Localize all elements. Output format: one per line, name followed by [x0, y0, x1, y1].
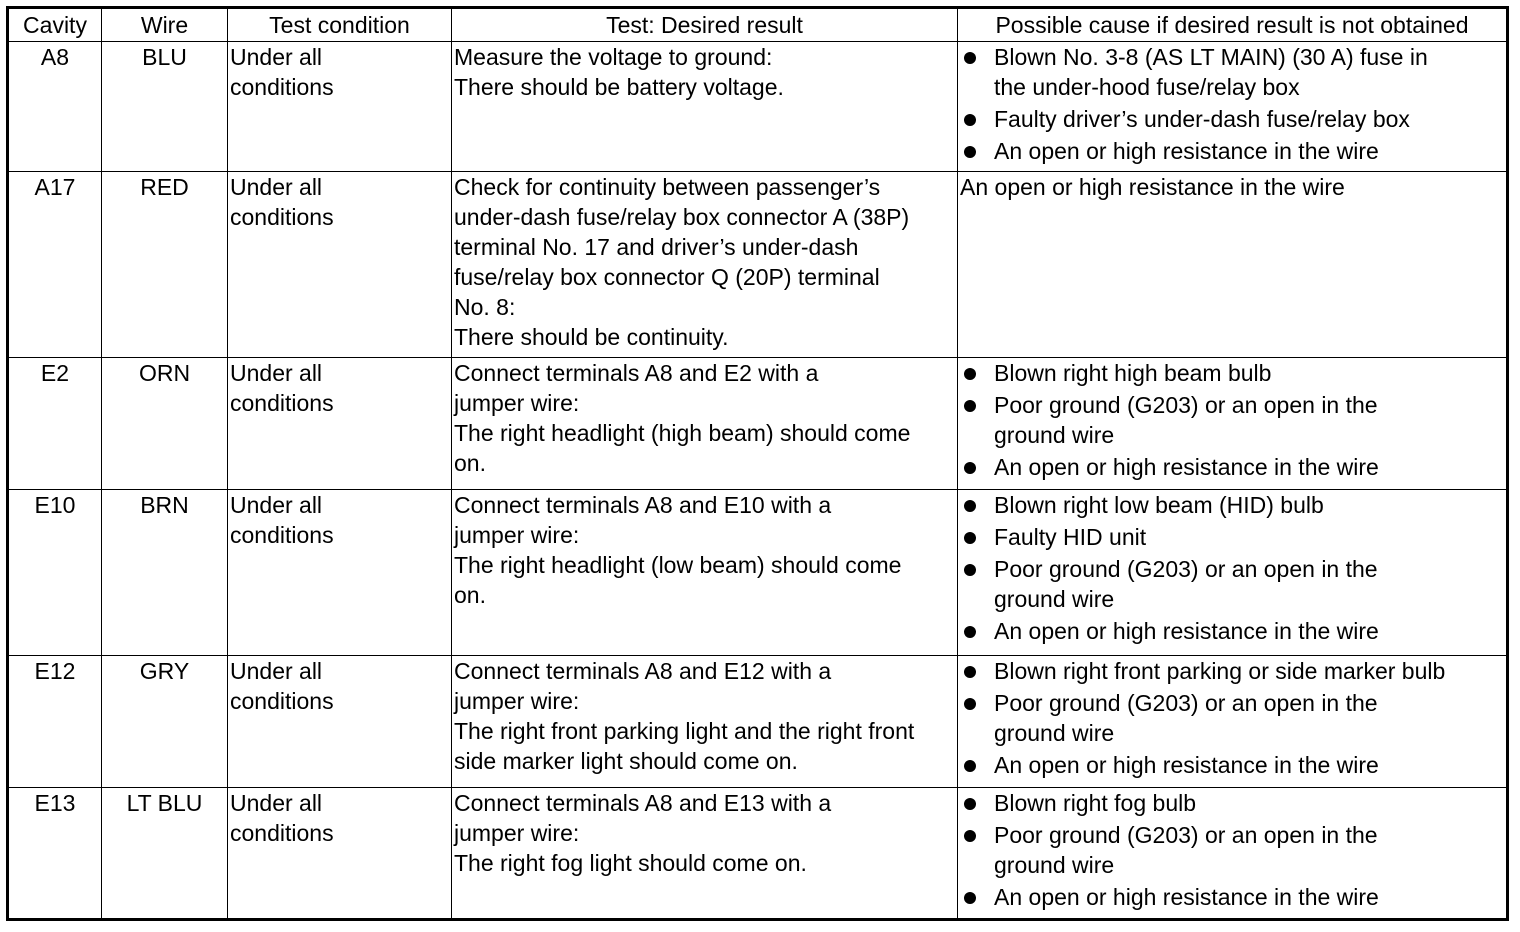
test-line: jumper wire:	[454, 522, 580, 548]
cause-line: Faulty driver’s under-dash fuse/relay box	[994, 106, 1410, 132]
bullet-icon	[964, 368, 976, 380]
condition-line: conditions	[230, 688, 334, 714]
condition-line: conditions	[230, 74, 334, 100]
cell-cavity: E12	[8, 656, 102, 788]
cause-line: An open or high resistance in the wire	[994, 752, 1379, 778]
list-item	[960, 42, 1504, 102]
cell-wire: LT BLU	[102, 788, 228, 920]
list-item	[960, 452, 1504, 482]
table-row	[8, 788, 1508, 920]
test-line: There should be continuity.	[454, 324, 729, 350]
condition-line: Under all	[230, 174, 323, 200]
cell-desired-result	[452, 788, 958, 920]
header-wire: Wire	[102, 8, 228, 42]
bullet-icon	[964, 532, 976, 544]
condition-line: Under all	[230, 658, 323, 684]
table-body	[8, 42, 1508, 920]
test-line: fuse/relay box connector Q (20P) terminal	[454, 264, 880, 290]
list-item	[960, 656, 1504, 686]
cell-possible-causes	[958, 358, 1508, 490]
cause-line: Poor ground (G203) or an open in the	[994, 392, 1378, 418]
cell-wire: ORN	[102, 358, 228, 490]
cell-possible-causes	[958, 656, 1508, 788]
cause-line: Blown right high beam bulb	[994, 360, 1272, 386]
cell-wire: RED	[102, 172, 228, 358]
condition-line: Under all	[230, 360, 323, 386]
list-item	[960, 104, 1504, 134]
test-line: The right headlight (low beam) should come	[454, 552, 902, 578]
cell-desired-result	[452, 656, 958, 788]
condition-line: Under all	[230, 492, 323, 518]
cell-test-condition	[228, 42, 452, 172]
list-item	[960, 554, 1504, 614]
test-line: Connect terminals A8 and E12 with a	[454, 658, 832, 684]
cause-line: the under-hood fuse/relay box	[994, 74, 1300, 100]
condition-line: conditions	[230, 204, 334, 230]
bullet-icon	[964, 666, 976, 678]
cell-desired-result	[452, 172, 958, 358]
test-line: Connect terminals A8 and E2 with a	[454, 360, 819, 386]
test-line: Measure the voltage to ground:	[454, 44, 773, 70]
list-item	[960, 616, 1504, 646]
diagnostic-table	[6, 6, 1509, 921]
test-line: No. 8:	[454, 294, 516, 320]
list-item	[960, 390, 1504, 450]
condition-line: conditions	[230, 522, 334, 548]
test-line: on.	[454, 450, 486, 476]
test-line: terminal No. 17 and driver’s under-dash	[454, 234, 859, 260]
list-item	[960, 490, 1504, 520]
table-row	[8, 656, 1508, 788]
cell-wire: GRY	[102, 656, 228, 788]
condition-line: conditions	[230, 390, 334, 416]
cause-list	[960, 490, 1504, 646]
header-possible-cause: Possible cause if desired result is not obtained	[958, 8, 1508, 42]
list-item	[960, 136, 1504, 166]
cell-desired-result	[452, 490, 958, 656]
list-item	[960, 882, 1504, 912]
header-cavity: Cavity	[8, 8, 102, 42]
cause-line: ground wire	[994, 422, 1115, 448]
cause-line: Faulty HID unit	[994, 524, 1147, 550]
bullet-icon	[964, 830, 976, 842]
test-line: Connect terminals A8 and E13 with a	[454, 790, 832, 816]
cause-line: ground wire	[994, 720, 1115, 746]
cause-list	[960, 656, 1504, 780]
bullet-icon	[964, 626, 976, 638]
list-item	[960, 688, 1504, 748]
cause-line: Blown right low beam (HID) bulb	[994, 492, 1324, 518]
cell-cavity: A17	[8, 172, 102, 358]
bullet-icon	[964, 146, 976, 158]
test-line: under-dash fuse/relay box connector A (38P)	[454, 204, 910, 230]
list-item	[960, 522, 1504, 552]
table-row	[8, 42, 1508, 172]
cell-cavity: E2	[8, 358, 102, 490]
cell-desired-result	[452, 42, 958, 172]
table-row	[8, 490, 1508, 656]
test-line: Check for continuity between passenger’s	[454, 174, 881, 200]
cause-line: Poor ground (G203) or an open in the	[994, 556, 1378, 582]
table-row	[8, 172, 1508, 358]
bullet-icon	[964, 698, 976, 710]
cause-line: Poor ground (G203) or an open in the	[994, 690, 1378, 716]
bullet-icon	[964, 798, 976, 810]
condition-line: Under all	[230, 44, 323, 70]
cell-desired-result	[452, 358, 958, 490]
bullet-icon	[964, 114, 976, 126]
cell-possible-cause-text: An open or high resistance in the wire	[958, 172, 1508, 358]
header-desired-result: Test: Desired result	[452, 8, 958, 42]
test-line: The right headlight (high beam) should come	[454, 420, 911, 446]
test-line: on.	[454, 582, 486, 608]
bullet-icon	[964, 400, 976, 412]
test-line: Connect terminals A8 and E10 with a	[454, 492, 832, 518]
cell-test-condition	[228, 656, 452, 788]
cell-possible-causes	[958, 788, 1508, 920]
header-row	[8, 8, 1508, 42]
cause-line: ground wire	[994, 586, 1115, 612]
bullet-icon	[964, 52, 976, 64]
cause-line: Poor ground (G203) or an open in the	[994, 822, 1378, 848]
cell-cavity: A8	[8, 42, 102, 172]
header-test-condition: Test condition	[228, 8, 452, 42]
test-line: side marker light should come on.	[454, 748, 798, 774]
list-item	[960, 358, 1504, 388]
cause-list	[960, 788, 1504, 912]
cell-test-condition	[228, 788, 452, 920]
test-line: jumper wire:	[454, 688, 580, 714]
bullet-icon	[964, 462, 976, 474]
test-line: The right fog light should come on.	[454, 850, 807, 876]
list-item	[960, 788, 1504, 818]
cause-line: An open or high resistance in the wire	[994, 884, 1379, 910]
list-item	[960, 820, 1504, 880]
test-line: There should be battery voltage.	[454, 74, 784, 100]
cause-list	[960, 42, 1504, 166]
list-item	[960, 750, 1504, 780]
cause-line: An open or high resistance in the wire	[994, 618, 1379, 644]
condition-line: Under all	[230, 790, 323, 816]
cell-wire: BRN	[102, 490, 228, 656]
condition-line: conditions	[230, 820, 334, 846]
bullet-icon	[964, 760, 976, 772]
bullet-icon	[964, 564, 976, 576]
cell-test-condition	[228, 490, 452, 656]
cell-cavity: E10	[8, 490, 102, 656]
test-line: The right front parking light and the right front	[454, 718, 915, 744]
bullet-icon	[964, 500, 976, 512]
cell-wire: BLU	[102, 42, 228, 172]
cell-possible-causes	[958, 490, 1508, 656]
cause-line: ground wire	[994, 852, 1115, 878]
cell-test-condition	[228, 172, 452, 358]
cause-line: Blown No. 3-8 (AS LT MAIN) (30 A) fuse in	[994, 44, 1428, 70]
cause-line: An open or high resistance in the wire	[994, 138, 1379, 164]
table-row	[8, 358, 1508, 490]
test-line: jumper wire:	[454, 390, 580, 416]
cause-line: Blown right front parking or side marker bulb	[994, 658, 1446, 684]
test-line: jumper wire:	[454, 820, 580, 846]
cell-possible-causes	[958, 42, 1508, 172]
bullet-icon	[964, 892, 976, 904]
cause-list	[960, 358, 1504, 482]
cell-cavity: E13	[8, 788, 102, 920]
cell-test-condition	[228, 358, 452, 490]
cause-line: Blown right fog bulb	[994, 790, 1197, 816]
cause-line: An open or high resistance in the wire	[994, 454, 1379, 480]
